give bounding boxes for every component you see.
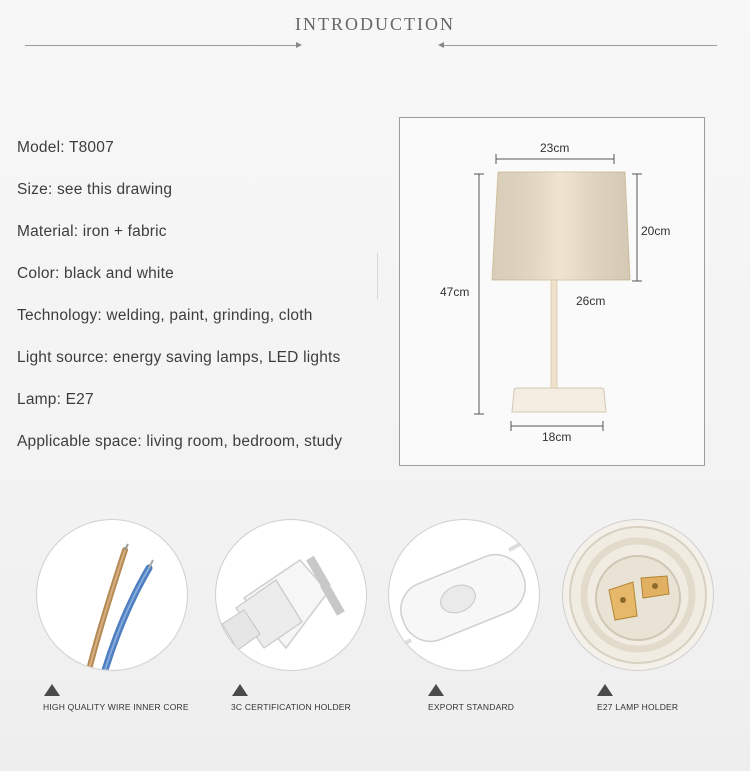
spec-technology: Technology: welding, paint, grinding, cloth: [17, 307, 313, 324]
dim-shade-height: 20cm: [641, 224, 671, 238]
feature-lamp-holder: [562, 519, 728, 671]
spec-material: Material: iron + fabric: [17, 223, 167, 240]
lamp-socket-icon: [562, 519, 714, 671]
lamp-shade-highlight: [492, 172, 630, 280]
top-width-dimension: [496, 154, 614, 164]
page-title: INTRODUCTION: [295, 14, 455, 34]
feature-plug: [215, 519, 381, 671]
dim-shade-bottom-width: 26cm: [576, 294, 606, 308]
title-arrow-right: [296, 42, 302, 48]
feature-wire: [36, 519, 202, 671]
wire-icon: [36, 519, 188, 671]
lamp-base: [512, 388, 606, 412]
caption-plug: 3C CERTIFICATION HOLDER: [231, 702, 351, 712]
spec-lamp: Lamp: E27: [17, 391, 94, 408]
title-rule-right: [444, 45, 717, 46]
spec-size: Size: see this drawing: [17, 181, 173, 198]
divider: [377, 253, 378, 299]
feature-switch: [388, 519, 554, 671]
title-rule-left: [25, 45, 297, 46]
caption-wire: HIGH QUALITY WIRE INNER CORE: [43, 702, 189, 712]
dim-base-width: 18cm: [542, 430, 572, 444]
spec-light-source: Light source: energy saving lamps, LED lights: [17, 349, 341, 366]
spec-list: [17, 138, 342, 474]
spec-model: Model: T8007: [17, 139, 114, 156]
caption-marker-3: [428, 684, 444, 696]
total-height-dimension: [474, 174, 484, 414]
switch-icon: [388, 519, 540, 671]
caption-marker-1: [44, 684, 60, 696]
title-arrow-left: [438, 42, 444, 48]
caption-marker-4: [597, 684, 613, 696]
dimension-drawing: [399, 117, 705, 466]
spec-color: Color: black and white: [17, 265, 174, 282]
spec-applicable-space: Applicable space: living room, bedroom, study: [17, 433, 343, 450]
caption-switch: EXPORT STANDARD: [428, 702, 515, 712]
lamp-stem: [551, 280, 557, 390]
plug-icon: [215, 519, 367, 671]
dim-top-width: 23cm: [540, 141, 570, 155]
dim-total-height: 47cm: [440, 285, 470, 299]
caption-marker-2: [232, 684, 248, 696]
caption-lamp-holder: E27 LAMP HOLDER: [597, 702, 679, 712]
